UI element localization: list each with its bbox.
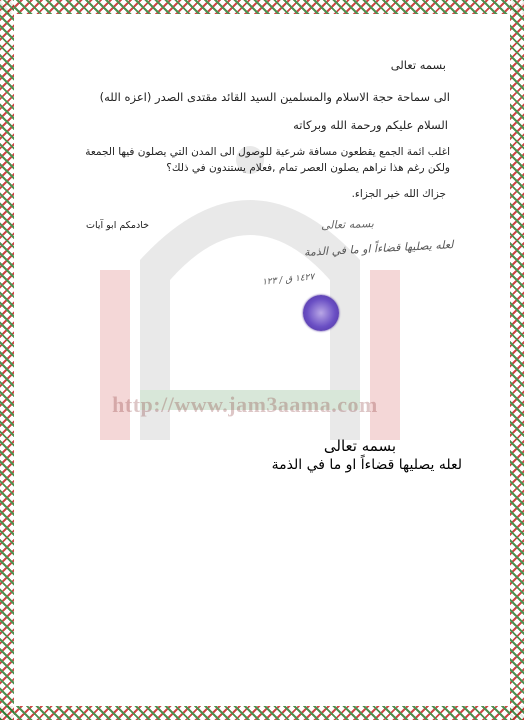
- letter-addressee: الى سماحة حجة الاسلام والمسلمين السيد القائد مقتدى الصدر (اعزه الله): [99, 90, 450, 104]
- watermark-url: http://www.jam3aama.com: [112, 392, 378, 417]
- decorative-border-bottom: [0, 706, 524, 720]
- decorative-border-top: [0, 0, 524, 14]
- letter-signature: خادمكم ابو آيات: [86, 220, 150, 231]
- letter-greeting: السلام عليكم ورحمة الله وبركاته: [293, 118, 448, 132]
- letter-thanks: جزاك الله خير الجزاء.: [351, 188, 446, 200]
- decorative-border-left: [0, 0, 14, 720]
- decorative-border-right: [510, 0, 524, 720]
- reply-opening: بسمه تعالى: [323, 437, 396, 455]
- reply-answer: لعله يصليها قضاءاً او ما في الذمة: [271, 457, 462, 473]
- letter-question: اغلب ائمة الجمع يقطعون مسافة شرعية للوصول الى المدن التي يصلون فيها الجمعة ولكن رغم هذا نراهم يصلون العصر تمام ,فعلام يستندون في ذلك؟: [85, 146, 450, 174]
- handwritten-opening: بسمه تعالى: [320, 217, 375, 232]
- letter-opening: بسمه تعالى: [390, 58, 446, 72]
- handwritten-answer: لعله يصليها قضاءاً او ما في الذمة: [304, 238, 455, 259]
- seal-stamp: [303, 295, 339, 331]
- handwritten-date: ١٤٢٧ ق / ١٢٣: [261, 272, 315, 288]
